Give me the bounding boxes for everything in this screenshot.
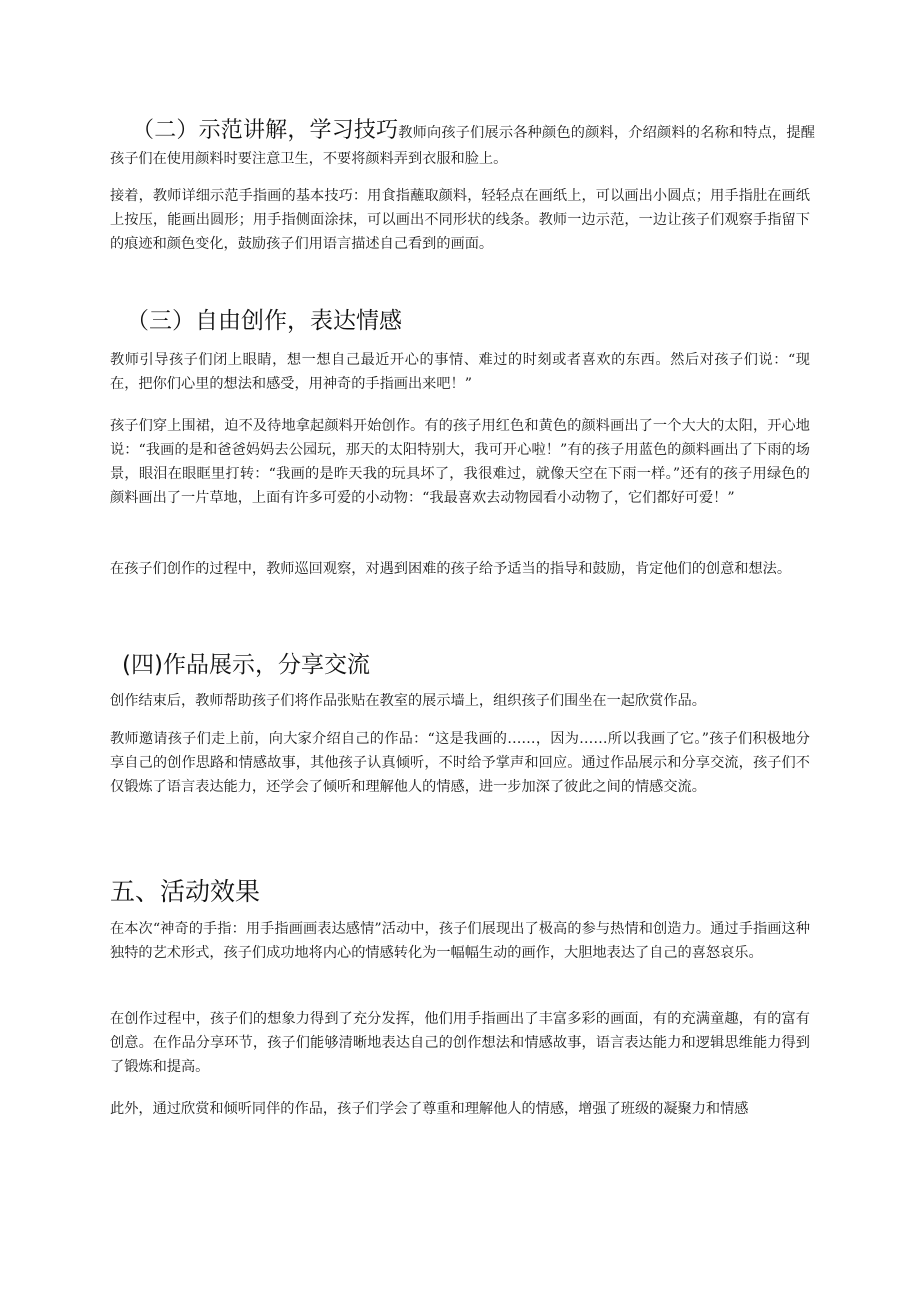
section3-paragraph-2: 孩子们穿上围裙，迫不及待地拿起颜料开始创作。有的孩子用红色和黄色的颜料画出了一个大大的太阳，开心地说：“我画的是和爸爸妈妈去公园玩，那天的太阳特别大，我可开心啦！”有的孩子用蓝色的颜料画出了下雨的场景，眼泪在眼眶里打转：“我画的是昨天我的玩具坏了，我很难过，就像天空在下雨一样。”还有的孩子用绿色的颜料画出了一片草地，上面有许多可爱的小动物：“我最喜欢去动物园看小动物了，它们都好可爱！”	[110, 418, 810, 506]
section4-paragraph-1: 创作结束后，教师帮助孩子们将作品张贴在教室的展示墙上，组织孩子们围坐在一起欣赏作品。	[110, 693, 706, 709]
section5-paragraph-2: 在创作过程中，孩子们的想象力得到了充分发挥，他们用手指画出了丰富多彩的画面，有的充满童趣，有的富有创意。在作品分享环节，孩子们能够清晰地表达自己的创作想法和情感故事，语言表达能力和逻辑思维能力得到了锻炼和提高。	[110, 1011, 810, 1075]
section4-heading: (四)作品展示，分享交流	[122, 652, 370, 678]
section2-heading: （二）示范讲解，学习技巧	[132, 118, 399, 143]
section2-intro: 教师向孩子们展示各种颜色的颜料，介绍颜料的名称和特点，提醒孩子们在使用颜料时要注意卫生，不要将颜料弄到衣服和脸上。	[110, 125, 815, 167]
section5-paragraph-3: 此外，通过欣赏和倾听同伴的作品，孩子们学会了尊重和理解他人的情感，增强了班级的凝聚力和情感	[110, 1101, 749, 1117]
section3-heading: （三）自由创作，表达情感	[126, 308, 402, 334]
section4-paragraph-2: 教师邀请孩子们走上前，向大家介绍自己的作品：“这是我画的……，因为……所以我画了它。”孩子们积极地分享自己的创作思路和情感故事，其他孩子认真倾听，不时给予掌声和回应。通过作品展示和分享交流，孩子们不仅锻炼了语言表达能力，还学会了倾听和理解他人的情感，进一步加深了彼此之间的情感交流。	[110, 731, 810, 795]
section5-heading: 五、活动效果	[110, 877, 261, 906]
section3-paragraph-3: 在孩子们创作的过程中，教师巡回观察，对遇到困难的孩子给予适当的指导和鼓励，肯定他们的创意和想法。	[110, 561, 792, 577]
section3-paragraph-1: 教师引导孩子们闭上眼睛，想一想自己最近开心的事情、难过的时刻或者喜欢的东西。然后对孩子们说：“现在，把你们心里的想法和感受，用神奇的手指画出来吧！”	[110, 352, 810, 392]
section5-paragraph-1: 在本次“神奇的手指：用手指画画表达感情”活动中，孩子们展现出了极高的参与热情和创造力。通过手指画这种独特的艺术形式，孩子们成功地将内心的情感转化为一幅幅生动的画作，大胆地表达了自己的喜怒哀乐。	[110, 921, 810, 961]
section2-block	[110, 118, 815, 172]
section2-paragraph-1: 接着，教师详细示范手指画的基本技巧：用食指蘸取颜料，轻轻点在画纸上，可以画出小圆点；用手指肚在画纸上按压，能画出圆形；用手指侧面涂抹，可以画出不同形状的线条。教师一边示范，一边让孩子们观察手指留下的痕迹和颜色变化，鼓励孩子们用语言描述自己看到的画面。	[110, 188, 810, 252]
